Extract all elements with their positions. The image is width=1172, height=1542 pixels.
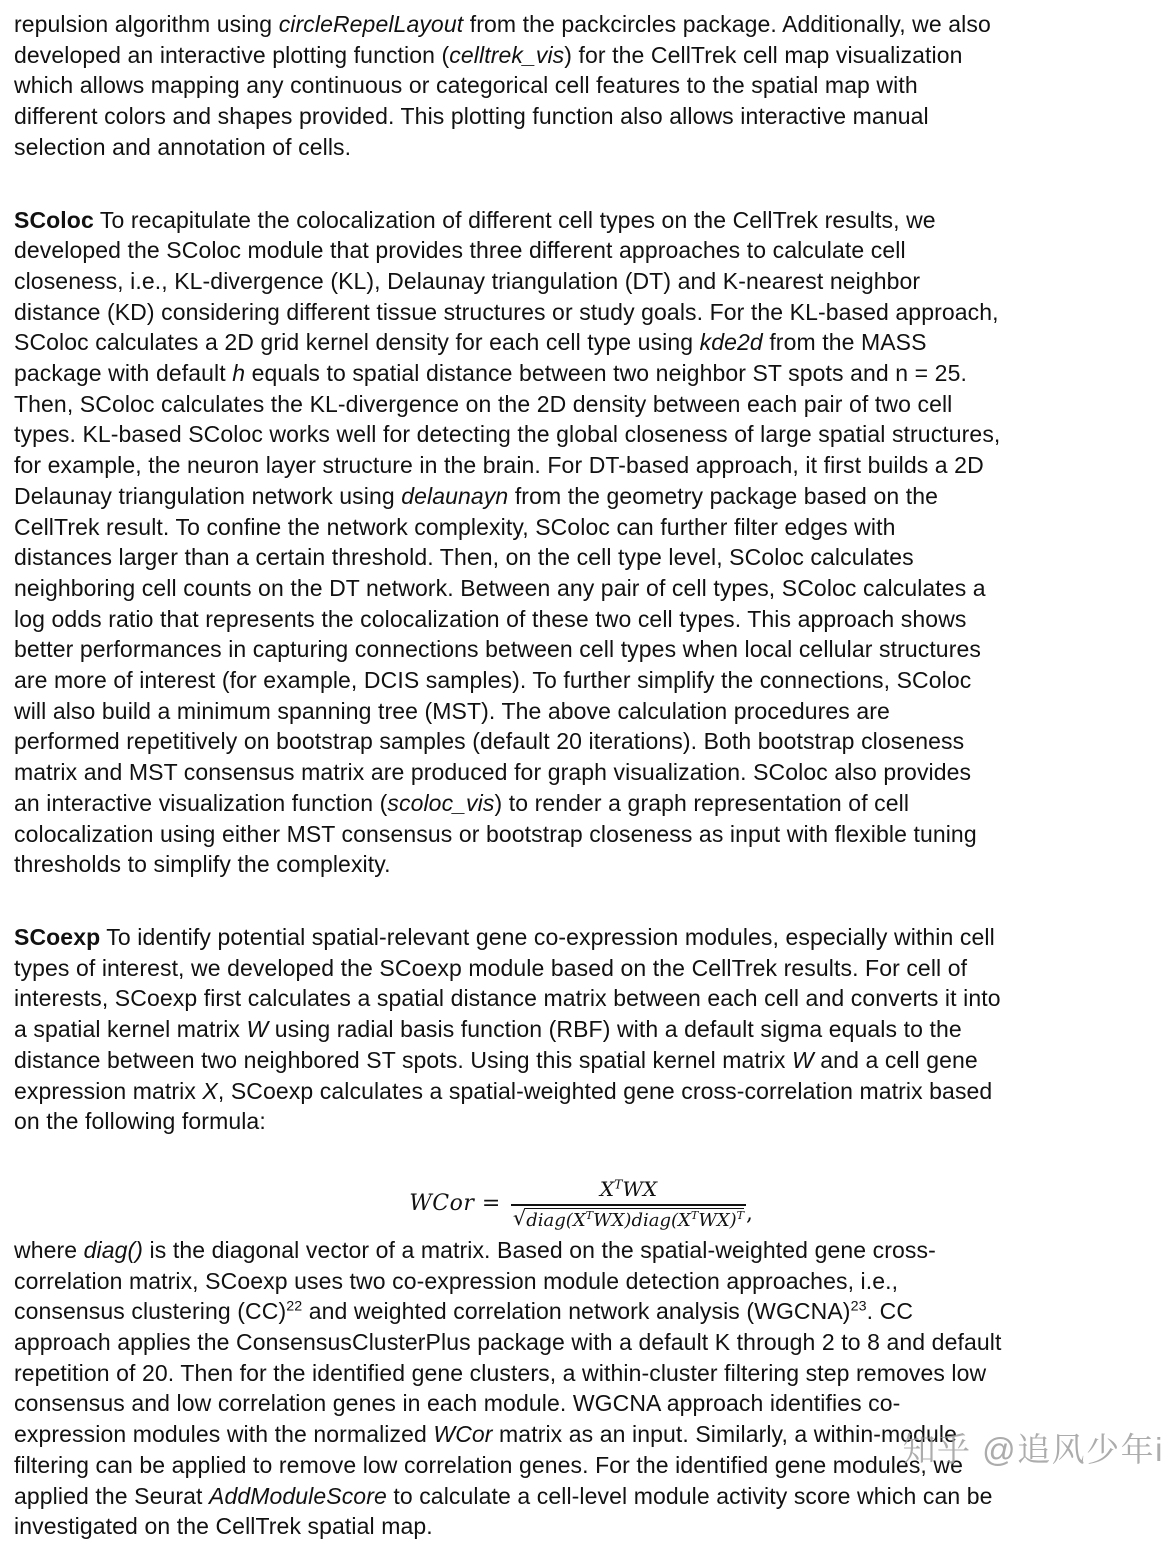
text-line: applied the Seurat AddModuleScore to calculate a cell-level module activity score which can be [14,1482,993,1509]
formula-numerator: $X^TWX$ [599,1176,658,1201]
text-line: closeness, i.e., KL-divergence (KL), Delaunay triangulation (DT) and K-nearest neighbor [14,267,921,294]
text-line: a spatial kernel matrix W using radial basis function (RBF) with a default sigma equals to the [14,1016,962,1043]
text-line: types of interest, we developed the SCoexp module based on the CellTrek results. For cell of [14,954,968,981]
text-line: will also build a minimum spanning tree (MST). The above calculation procedures are [14,697,890,724]
scoexp-paragraph [14,922,1148,1137]
text-line: Delaunay triangulation network using delaunayn from the geometry package based on the [14,482,938,509]
text-line: thresholds to simplify the complexity. [14,851,391,878]
text-line: an interactive visualization function (scoloc_vis) to render a graph representation of cell [14,789,910,816]
zhihu-watermark: 知乎 @追风少年i [902,1431,1164,1468]
text-line: are more of interest (for example, DCIS samples). To further simplify the connections, SColoc [14,667,972,694]
text-line: Then, SColoc calculates the KL-divergence on the 2D density between each pair of two cell [14,390,953,417]
text-line: on the following formula: [14,1108,266,1135]
text-line: approach applies the ConsensusClusterPlus package with a default K through 2 to 8 and default [14,1329,1002,1356]
formula-fraction [511,1177,746,1231]
text-line: developed an interactive plotting function (celltrek_vis) for the CellTrek cell map visualization [14,41,963,68]
text-line: which allows mapping any continuous or categorical cell features to the spatial map with [14,72,918,99]
text-line: different colors and shapes provided. This plotting function also allows interactive manual [14,103,929,130]
formula-lhs: WCor = [409,1191,501,1217]
formula-root-content: $diag(X^TWX)diag(X^TWX)^T$ [526,1208,745,1231]
module-detection-paragraph [14,1235,1148,1542]
text-line: CellTrek result. To confine the network complexity, SColoc can further filter edges with [14,513,896,540]
formula-trailing-comma: , [746,1200,753,1225]
text-line: better performances in capturing connections between cell types when local cellular structures [14,636,981,663]
formula-denominator [511,1204,746,1231]
text-line: consensus and low correlation genes in each module. WGCNA approach identifies co- [14,1390,901,1417]
text-line: selection and annotation of cells. [14,133,352,160]
text-line: for example, the neuron layer structure in the brain. For DT-based approach, it first builds a 2D [14,452,984,479]
text-line: developed the SColoc module that provides three different approaches to calculate cell [14,237,906,264]
text-line: where diag() is the diagonal vector of a matrix. Based on the spatial-weighted gene cross- [14,1236,936,1263]
text-line: SCoexp To identify potential spatial-relevant gene co-expression modules, especially within cell [14,923,995,950]
text-line: repulsion algorithm using circleRepelLayout from the packcircles package. Additionally, we also [14,11,991,37]
text-line: interests, SCoexp first calculates a spatial distance matrix between each cell and converts it into [14,985,1001,1012]
text-line: consensus clustering (CC)$^{22}$ and weighted correlation network analysis (WGCNA)$^{23}$. CC [14,1298,914,1325]
text-line: distance (KD) considering different tissue structures or study goals. For the KL-based approach, [14,298,999,325]
wcor-formula [14,1175,1148,1233]
text-line: log odds ratio that represents the colocalization of these two cell types. This approach shows [14,605,967,632]
text-line: performed repetitively on bootstrap samples (default 20 iterations). Both bootstrap closeness [14,728,965,755]
text-line: SColoc calculates a 2D grid kernel density for each cell type using kde2d from the MASS [14,329,927,356]
text-line: correlation matrix, SCoexp uses two co-expression module detection approaches, i.e., [14,1267,899,1294]
text-line: SColoc To recapitulate the colocalization of different cell types on the CellTrek results, we [14,206,936,233]
document-body [14,9,1148,1542]
text-line: investigated on the CellTrek spatial map. [14,1513,433,1540]
text-line: matrix and MST consensus matrix are produced for graph visualization. SColoc also provides [14,759,972,786]
text-line: expression modules with the normalized WCor matrix as an input. Similarly, a within-module [14,1421,958,1448]
text-line: expression matrix X, SCoexp calculates a spatial-weighted gene cross-correlation matrix based [14,1077,993,1104]
text-line: colocalization using either MST consensus or bootstrap closeness as input with flexible tuning [14,820,977,847]
text-line: package with default h equals to spatial distance between two neighbor ST spots and n = 25. [14,360,967,387]
plotting-function-paragraph [14,9,1148,163]
radical-sign: √ [512,1205,527,1230]
text-line: neighboring cell counts on the DT network. Between any pair of cell types, SColoc calculates a [14,574,986,601]
text-line: distances larger than a certain threshold. Then, on the cell type level, SColoc calculates [14,544,914,571]
text-line: types. KL-based SColoc works well for detecting the global closeness of large spatial structures, [14,421,1001,448]
text-line: repetition of 20. Then for the identified gene clusters, a within-cluster filtering step removes low [14,1359,987,1386]
scoloc-paragraph [14,205,1148,880]
text-line: filtering can be applied to remove low correlation genes. For the identified gene modules, we [14,1451,964,1478]
text-line: distance between two neighbored ST spots. Using this spatial kernel matrix W and a cell gene [14,1046,978,1073]
